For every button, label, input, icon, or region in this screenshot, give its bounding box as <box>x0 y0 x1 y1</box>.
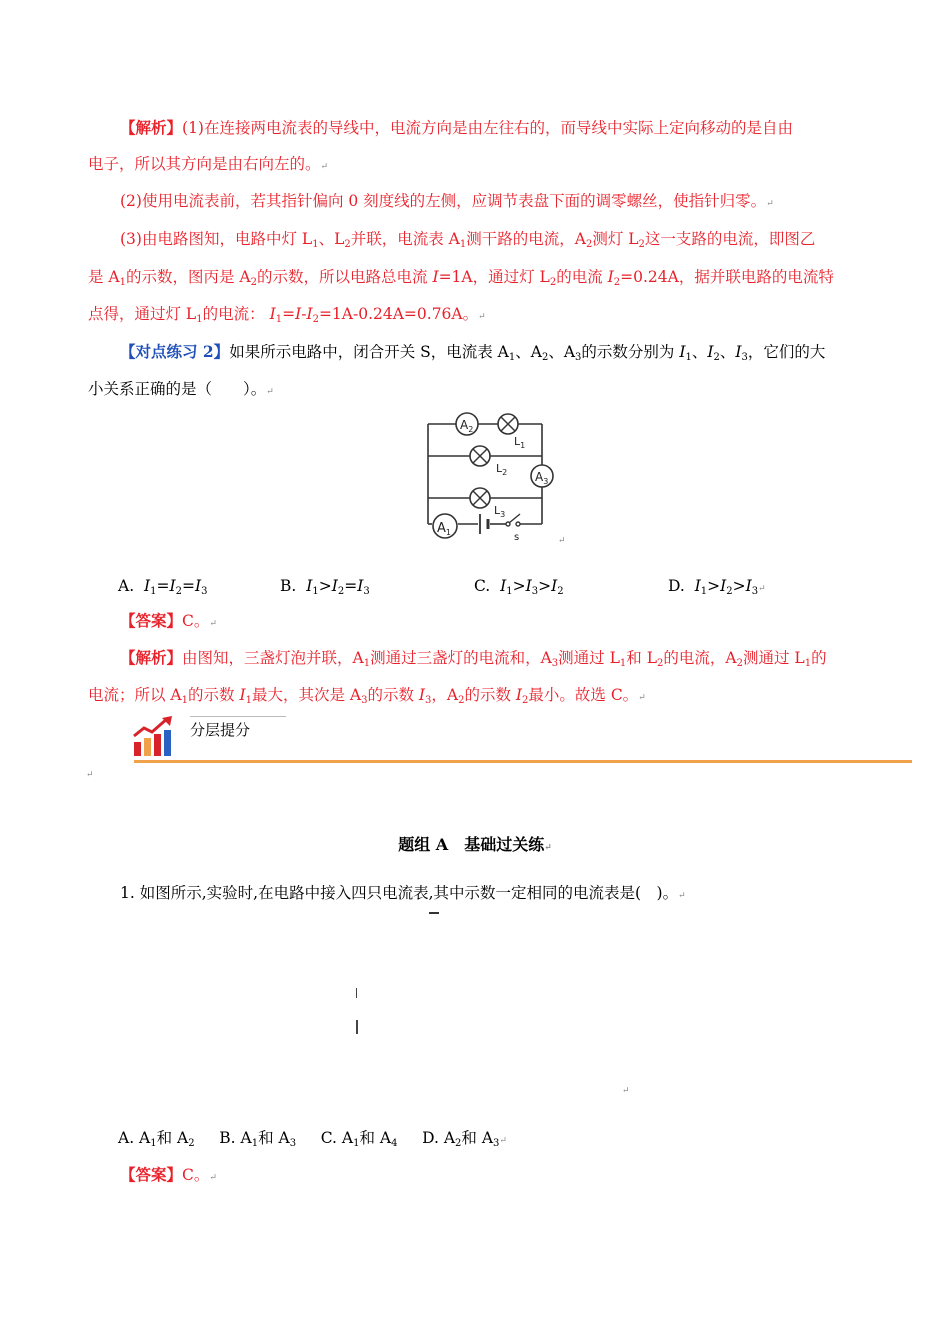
document-page: 【解析】(1)在连接两电流表的导线中，电流方向是由左往右的，而导线中实际上定向移动的是自由 电子，所以其方向是由右向左的。↵ (2)使用电流表前，若其指针偏向 0 刻度线的左侧，应调节表盘下面的调零螺丝，使指针归零。↵ (3)由电路图知，电路中灯 $L_1$、$L_2$并联，电流表 $A_1$测干路的电流，$A_2$测灯 $L_2$这一支路的电流，即图乙 是 $A_1$的示数，图丙是 $A_2$的示数，所以电路总电流 I=1A，通过灯 $L_2$的电流 $I_2=0.24A$，据并联电路的电流特 点得，通过灯 $L_1$的电流： $I_1=I-I_2=1A-0.24A=0.76A$。↵ 【对点练习 2】如果所示电路中，闭合开关 S，电流表 $A_1$、$A_2$、$A_3$的示数分别为 $I_1$、$I_2$、$I_3$，它们的大 小关系正确的是（ ）。↵ $A_2$ $L_1$ $L_2$ $A_3$ $L_3$ $A_1$ s ↵ A. $I_1=I_2=I_3$ B. $I_1>I_2=I_3$ C. $I_1>I_3>I_2$ D. $I_1>I_2>I_3↵$ 【答案】C。↵ 【解析】由图知，三盏灯泡并联，$A_1$测通过三盏灯的电流和，$A_3$测通过 $L_1$和 $L_2$的电流，$A_2$测通过 $L_1$的 电流；所以 $A_1$的示数 $I_1$最大，其次是 $A_3$的示数 $I_3$，$A_2$的示数 $I_2$最小。故选 C。↵ 分层提分 ↵ 题组 A 基础过关练↵ 1. 如图所示,实验时,在电路中接入四只电流表,其中示数一定相同的电流表是( )。↵ ↵ A. $A_1$和 $A_2$ B. $A_1$和 $A_3$ C. $A_1$和 $A_4$ D. $A_2$和 $A_3↵$ 【答案】C。↵ <box>0 0 950 1344</box>
analysis1-line4: (3)由电路图知，电路中灯 $L_1$、$L_2$并联，电流表 $A_1$测干路的电流，$A_2$测灯 $L_2$这一支路的电流，即图乙 <box>120 230 816 250</box>
section-divider <box>134 760 912 763</box>
svg-text:L2: $L_2$ <box>496 462 508 477</box>
q1-option-a[interactable]: A. $A_1$和 $A_2$ <box>118 1129 195 1149</box>
question1-text: 1. 如图所示,实验时,在电路中接入四只电流表,其中示数一定相同的电流表是( )。↵ <box>120 884 686 902</box>
figure-remnant <box>356 988 357 998</box>
svg-text:A1: $A_1$ <box>437 521 451 537</box>
growth-chart-icon <box>132 716 178 758</box>
group-heading: 题组 A 基础过关练↵ <box>398 835 552 854</box>
option-b[interactable]: B. $I_1>I_2=I_3$ <box>280 577 370 597</box>
ammeter-a3 <box>531 465 553 487</box>
lamp-l3 <box>470 488 505 519</box>
svg-text:L3: $L_3$ <box>494 504 506 519</box>
practice-tag: 【对点练习 2】 <box>120 342 230 361</box>
q1-option-c[interactable]: C. $A_1$和 $A_4$ <box>320 1129 398 1149</box>
practice2-analysis-line1: 【解析】由图知，三盏灯泡并联，$A_1$测通过三盏灯的电流和，$A_3$测通过 $L_1$和 $L_2$的电流，$A_2$测通过 $L_1$的 <box>120 648 827 669</box>
analysis-tag: 【解析】 <box>120 118 183 137</box>
option-c[interactable]: C. $I_1>I_3>I_2$ <box>474 577 564 597</box>
lamp-l1 <box>498 414 525 450</box>
practice2-question-line1: 【对点练习 2】如果所示电路中，闭合开关 S，电流表 $A_1$、$A_2$、$A_3$的示数分别为 $I_1$、$I_2$、$I_3$，它们的大 <box>120 342 826 363</box>
section-topline <box>190 716 286 717</box>
analysis1-line5: 是 $A_1$的示数，图丙是 $A_2$的示数，所以电路总电流 I=1A，通过灯 $L_2$的电流 $I_2=0.24A$，据并联电路的电流特 <box>88 268 834 288</box>
circuit-diagram <box>420 406 570 546</box>
figure-remnant <box>429 912 439 914</box>
q1-option-d[interactable]: D. $A_2$和 $A_3↵$ <box>422 1129 507 1149</box>
svg-text:A3: $A_3$ <box>535 470 549 486</box>
question1-options <box>118 1127 898 1152</box>
analysis1-line2: 电子，所以其方向是由右向左的。↵ <box>88 155 329 173</box>
option-a[interactable]: A. $I_1=I_2=I_3$ <box>118 577 208 597</box>
q1-option-b[interactable]: B. $A_1$和 $A_3$ <box>219 1129 297 1149</box>
practice2-answer: 【答案】C。↵ <box>120 611 217 630</box>
practice2-analysis-line2: 电流；所以 $A_1$的示数 $I_1$最大，其次是 $A_3$的示数 $I_3$，$A_2$的示数 $I_2$最小。故选 C。↵ <box>88 686 646 706</box>
section-title: 分层提分 <box>190 721 251 739</box>
battery-icon <box>480 514 488 534</box>
analysis1-line6: 点得，通过灯 $L_1$的电流： $I_1=I-I_2=1A-0.24A=0.76A$。↵ <box>88 305 486 325</box>
lamp-l2 <box>470 446 507 477</box>
svg-text:L1: $L_1$ <box>514 435 526 450</box>
svg-text:s: s <box>514 532 520 543</box>
ammeter-a1 <box>433 514 457 538</box>
practice2-question-line2: 小关系正确的是（ ）。↵ <box>88 380 274 398</box>
figure-remnant <box>356 1020 358 1034</box>
question1-answer: 【答案】C。↵ <box>120 1165 217 1184</box>
svg-text:A2: $A_2$ <box>460 418 474 434</box>
option-d[interactable]: D. $I_1>I_2>I_3↵$ <box>668 577 766 597</box>
analysis1-line3: (2)使用电流表前，若其指针偏向 0 刻度线的左侧，应调节表盘下面的调零螺丝，使指针归零。↵ <box>120 192 774 210</box>
ammeter-a2 <box>456 413 478 435</box>
analysis1-line1: 【解析】(1)在连接两电流表的导线中，电流方向是由左往右的，而导线中实际上定向移动的是自由 <box>120 118 793 137</box>
switch-s <box>506 514 520 543</box>
